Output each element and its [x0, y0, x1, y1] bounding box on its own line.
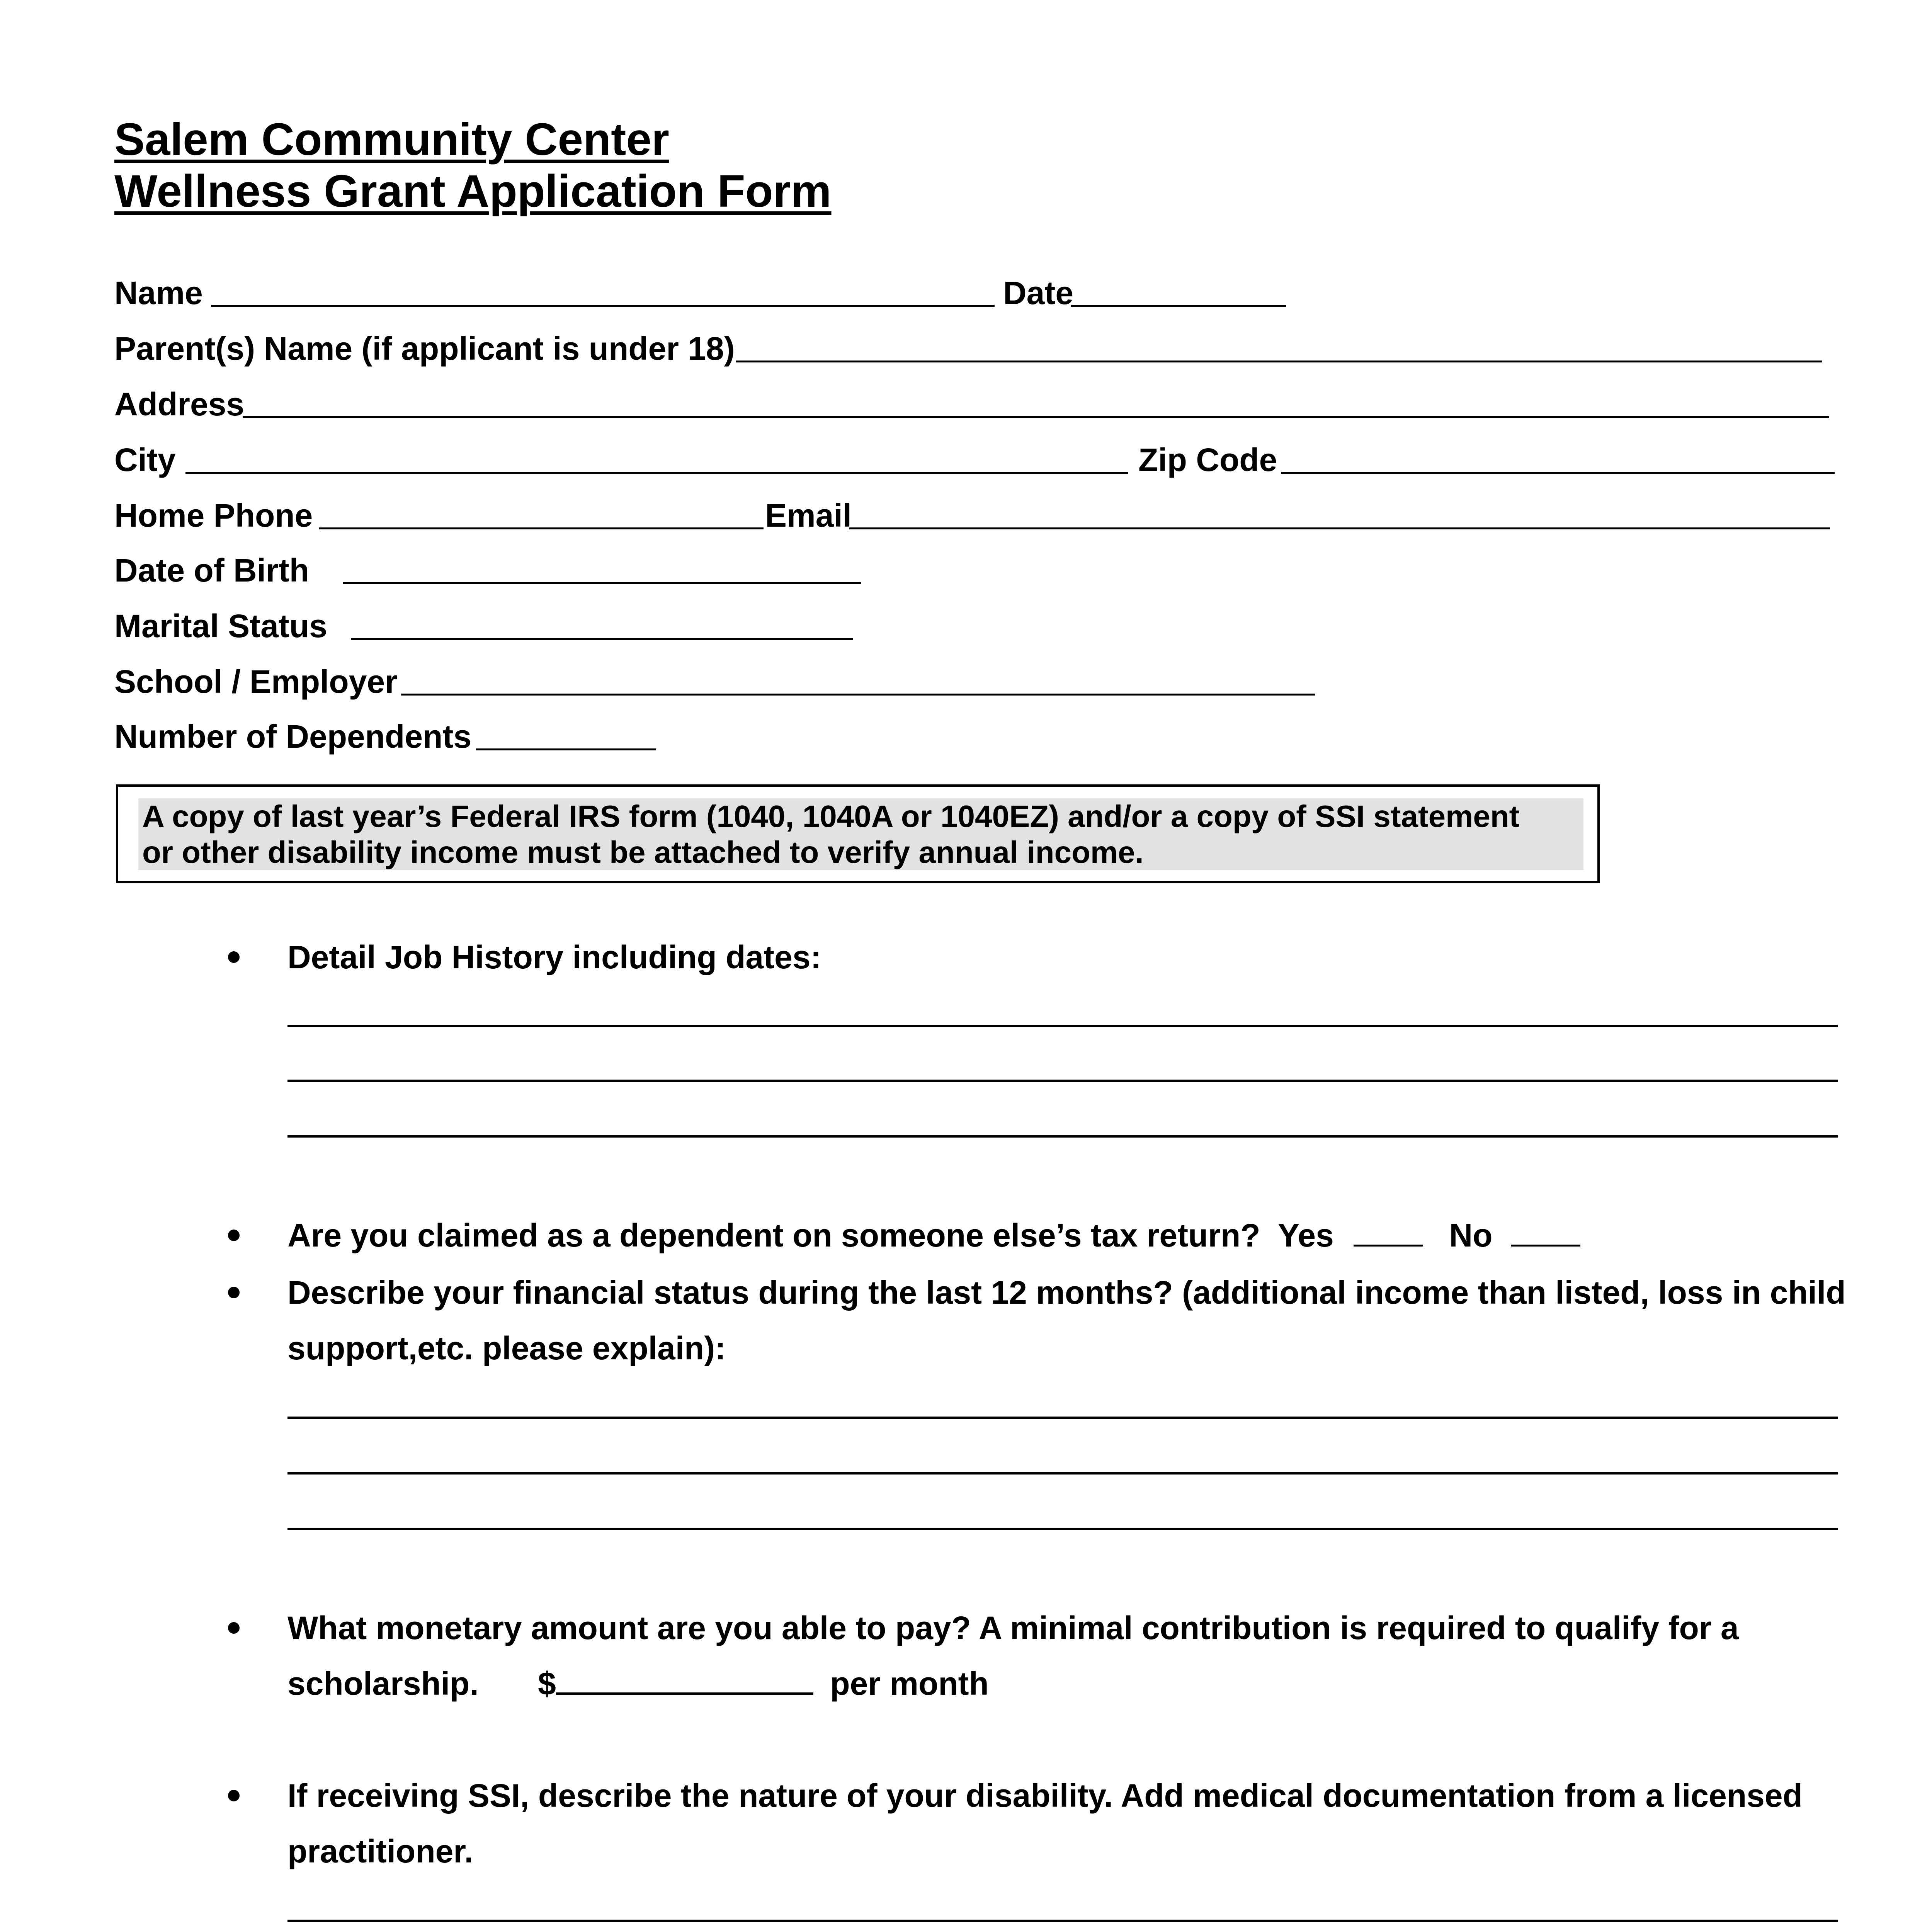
yes-field[interactable] [1354, 1221, 1423, 1247]
address-field[interactable] [243, 416, 1829, 418]
bullet-icon [228, 1287, 240, 1298]
address-label: Address [114, 386, 245, 422]
dependents-label: Number of Dependents [114, 718, 472, 755]
no-field[interactable] [1511, 1221, 1580, 1247]
row-name-date [114, 274, 1312, 312]
city-label: City [114, 442, 176, 478]
job-history-line-2[interactable] [287, 1080, 1838, 1082]
ssi-line-1[interactable] [287, 1920, 1838, 1922]
bullet-icon [228, 1622, 240, 1634]
notice-line-1: A copy of last year’s Federal IRS form (1040, 1040A or 1040EZ) and/or a copy of SSI statement [142, 799, 1520, 833]
row-dob [114, 551, 1003, 590]
ssi-question-line-1: If receiving SSI, describe the nature of your disability. Add medical documentation from a licensed [287, 1777, 1803, 1814]
dependents-field[interactable] [476, 748, 656, 750]
parent-name-label: Parent(s) Name (if applicant is under 18) [114, 330, 735, 367]
home-phone-field[interactable] [319, 527, 764, 529]
monthly-amount-field[interactable] [556, 1668, 813, 1695]
financial-question-line-1: Describe your financial status during the last 12 months? (additional income than listed, loss in child [287, 1274, 1846, 1311]
job-history-line-3[interactable] [287, 1135, 1838, 1138]
financial-line-1[interactable] [287, 1417, 1838, 1419]
parent-name-field[interactable] [736, 361, 1822, 362]
income-notice-box [116, 784, 1600, 883]
job-history-question: Detail Job History including dates: [287, 939, 821, 975]
ssi-question-line-2: practitioner. [287, 1833, 473, 1869]
zip-field[interactable] [1281, 472, 1835, 474]
bullet-icon [228, 1230, 240, 1241]
name-label: Name [114, 275, 203, 311]
city-field[interactable] [185, 472, 1128, 474]
school-field[interactable] [401, 694, 1315, 696]
monetary-question-line-2 [287, 1656, 1215, 1711]
per-month-label: per month [830, 1665, 989, 1702]
marital-field[interactable] [351, 638, 853, 640]
dollar-sign: $ [538, 1665, 556, 1702]
org-title: Salem Community Center [114, 114, 669, 165]
form-title: Wellness Grant Application Form [114, 166, 832, 217]
monetary-question-line-1: What monetary amount are you able to pay? A minimal contribution is required to qualify for a [287, 1610, 1739, 1646]
scholarship-text: scholarship. [287, 1665, 479, 1702]
row-marital [114, 607, 1003, 645]
home-phone-label: Home Phone [114, 497, 313, 534]
no-label: No [1449, 1217, 1493, 1253]
row-parent-name [114, 329, 1845, 368]
school-label: School / Employer [114, 663, 398, 700]
financial-question-line-2: support,etc. please explain): [287, 1330, 726, 1366]
marital-label: Marital Status [114, 608, 327, 644]
zip-label: Zip Code [1138, 442, 1277, 478]
date-label: Date [1003, 275, 1074, 311]
row-dependents [114, 717, 694, 756]
dob-field[interactable] [343, 582, 861, 584]
bullet-icon [228, 1790, 240, 1801]
row-phone-email [114, 496, 1845, 535]
financial-line-2[interactable] [287, 1472, 1838, 1475]
job-history-line-1[interactable] [287, 1025, 1838, 1027]
yes-label: Yes [1278, 1217, 1334, 1253]
row-address [114, 385, 1845, 423]
dob-label: Date of Birth [114, 552, 309, 588]
row-school [114, 662, 1332, 701]
name-field[interactable] [211, 305, 995, 307]
income-notice-shading [138, 798, 1583, 870]
date-field[interactable] [1071, 305, 1286, 307]
notice-line-2: or other disability income must be attached to verify annual income. [142, 835, 1144, 869]
email-label: Email [765, 497, 852, 534]
dependent-question-row [287, 1208, 1563, 1263]
financial-line-3[interactable] [287, 1528, 1838, 1530]
email-field[interactable] [849, 527, 1830, 529]
bullet-icon [228, 951, 240, 963]
row-city-zip [114, 440, 1845, 479]
dependent-question: Are you claimed as a dependent on someone else’s tax return? [287, 1217, 1260, 1253]
